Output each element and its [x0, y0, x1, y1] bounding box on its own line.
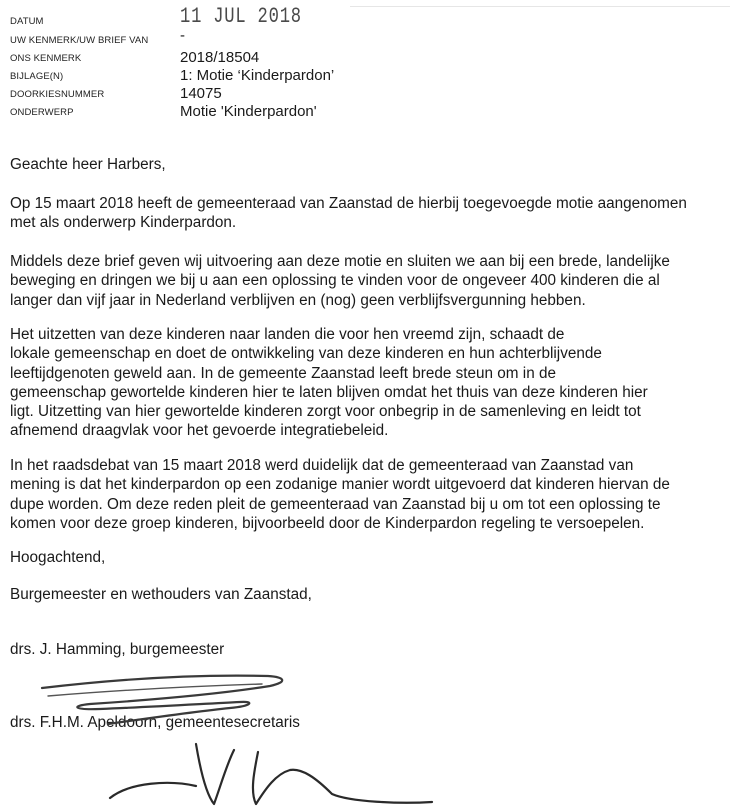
paragraph-3: [10, 325, 648, 441]
paragraph-1: [10, 194, 687, 233]
closing: Hoogachtend,: [10, 549, 106, 566]
header-label: DATUM: [10, 16, 44, 27]
header-label: BIJLAGE(N): [10, 71, 64, 82]
header-label: ONDERWERP: [10, 107, 74, 118]
text-line: langer dan vijf jaar in Nederland verblijven en (nog) geen verblijfsvergunning hebben.: [10, 291, 586, 309]
date-stamp: 11 JUL 2018: [180, 4, 302, 29]
header-value: Motie 'Kinderpardon': [180, 103, 317, 120]
header-label: UW KENMERK/UW BRIEF VAN: [10, 35, 149, 46]
text-line: leeftijdgenoten geweld aan. In de gemeente Zaanstad leeft brede steun om in de: [10, 364, 556, 382]
text-line: afnemend draagvlak voor het gevoerde integratiebeleid.: [10, 422, 389, 440]
signatory-secretary: drs. F.H.M. Apeldoorn, gemeentesecretaris: [10, 714, 300, 731]
signatory-mayor: drs. J. Hamming, burgemeester: [10, 641, 225, 658]
header-value: 1: Motie ‘Kinderpardon’: [180, 67, 335, 84]
text-line: mening is dat het kinderpardon op een zodanige manier wordt uitgevoerd dat kinderen hiervan de: [10, 476, 670, 494]
sender-line: Burgemeester en wethouders van Zaanstad,: [10, 586, 312, 603]
top-rule: [350, 6, 730, 7]
paragraph-4: [10, 456, 670, 533]
header-value: 2018/18504: [180, 49, 260, 66]
paragraph-2: [10, 252, 670, 310]
header-label: ONS KENMERK: [10, 53, 82, 64]
text-line: Op 15 maart 2018 heeft de gemeenteraad van Zaanstad de hierbij toegevoegde motie aangenomen: [10, 195, 687, 212]
header-value: -: [180, 27, 185, 44]
signature-mayor: [30, 660, 330, 740]
text-line: ligt. Uitzetting van hier gewortelde kinderen zorgt voor onbegrip in de samenleving en leidt tot: [10, 403, 641, 421]
text-line: gemeenschap gewortelde kinderen hier te laten blijven omdat het thuis van deze kinderen hier: [10, 383, 648, 401]
header-label: DOORKIESNUMMER: [10, 89, 105, 100]
salutation: Geachte heer Harbers,: [10, 156, 166, 173]
text-line: dupe worden. Om deze reden pleit de gemeenteraad van Zaanstad bij u om tot een oplossing te: [10, 495, 661, 513]
signature-secretary: [100, 738, 440, 807]
header-value: 14075: [180, 85, 222, 102]
text-line: Middels deze brief geven wij uitvoering aan deze motie en sluiten we aan bij een brede, landelijke: [10, 253, 670, 270]
text-line: met als onderwerp Kinderpardon.: [10, 214, 237, 232]
text-line: In het raadsdebat van 15 maart 2018 werd duidelijk dat de gemeenteraad van Zaanstad van: [10, 457, 634, 474]
text-line: komen voor deze groep kinderen, bijvoorbeeld door de Kinderpardon regeling te versoepelen.: [10, 514, 645, 532]
text-line: lokale gemeenschap en doet de ontwikkeling van deze kinderen en hun achterblijvende: [10, 345, 602, 363]
text-line: Het uitzetten van deze kinderen naar landen die voor hen vreemd zijn, schaadt de: [10, 326, 565, 343]
text-line: beweging en dringen we bij u aan een oplossing te vinden voor de ongeveer 400 kinderen die al: [10, 272, 660, 290]
